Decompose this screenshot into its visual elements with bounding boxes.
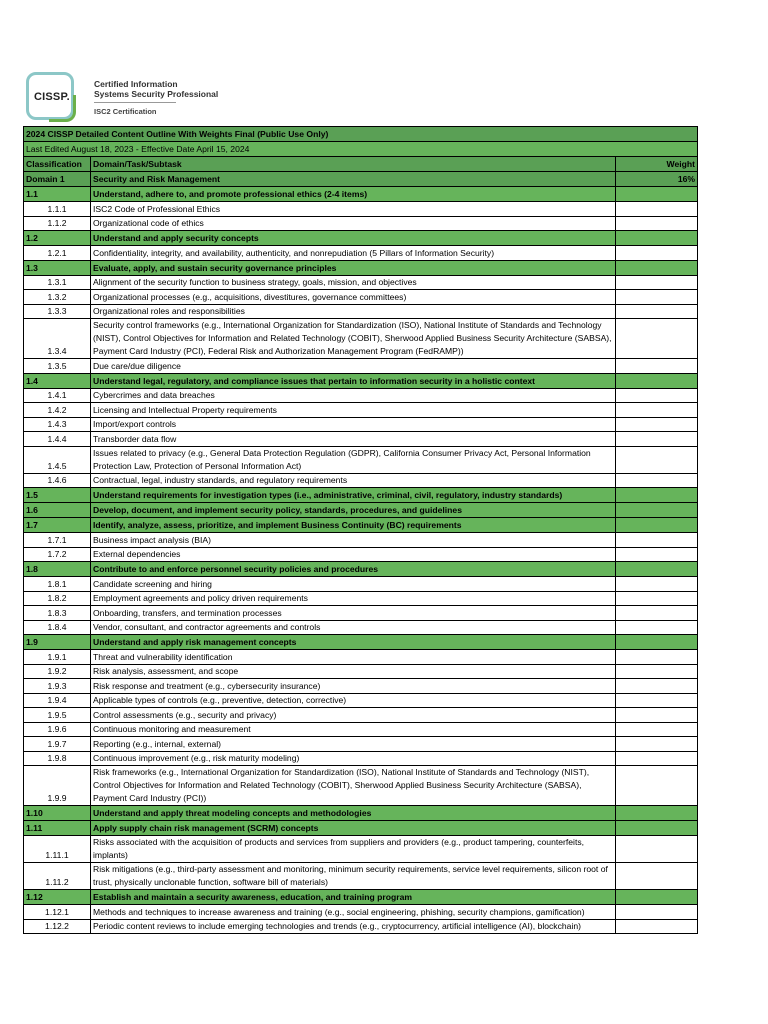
subtask-row <box>24 290 698 305</box>
task-row <box>24 518 698 533</box>
task-text: Understand and apply security concepts <box>91 231 616 246</box>
weight-cell <box>616 863 698 890</box>
subtask-id: 1.11.1 <box>24 836 91 863</box>
subtask-text: Risk mitigations (e.g., third-party assessment and monitoring, minimum security requirements, service level requirements, silicon root of trust, physically unclonable function, software bill of materials) <box>91 863 616 890</box>
subtask-row <box>24 577 698 592</box>
task-text: Understand requirements for investigation types (i.e., administrative, criminal, civil, regulatory, industry standards) <box>91 488 616 503</box>
task-row <box>24 890 698 905</box>
subtask-id: 1.3.1 <box>24 275 91 290</box>
subtask-id: 1.9.7 <box>24 737 91 752</box>
subtask-id: 1.8.1 <box>24 577 91 592</box>
subtask-id: 1.9.2 <box>24 664 91 679</box>
task-text: Understand, adhere to, and promote professional ethics (2-4 items) <box>91 187 616 202</box>
subtask-text: Continuous monitoring and measurement <box>91 722 616 737</box>
weight-cell <box>616 836 698 863</box>
title-row <box>24 127 698 142</box>
weight-cell <box>616 432 698 447</box>
task-id: 1.2 <box>24 231 91 246</box>
subtask-text: Employment agreements and policy driven requirements <box>91 591 616 606</box>
subtask-id: 1.7.1 <box>24 533 91 548</box>
task-id: 1.8 <box>24 562 91 577</box>
task-id: 1.6 <box>24 503 91 518</box>
subtask-id: 1.9.4 <box>24 693 91 708</box>
subtask-text: Vendor, consultant, and contractor agreements and controls <box>91 620 616 635</box>
subtask-row <box>24 591 698 606</box>
weight-cell <box>616 518 698 533</box>
content-outline-table <box>23 126 698 934</box>
subtask-row <box>24 836 698 863</box>
subtask-text: External dependencies <box>91 547 616 562</box>
subtask-row <box>24 919 698 934</box>
task-id: 1.5 <box>24 488 91 503</box>
task-text: Contribute to and enforce personnel security policies and procedures <box>91 562 616 577</box>
subtask-row <box>24 275 698 290</box>
subtask-text: Business impact analysis (BIA) <box>91 533 616 548</box>
domain-name: Security and Risk Management <box>91 172 616 187</box>
subtask-row <box>24 708 698 723</box>
subtask-text: Cybercrimes and data breaches <box>91 388 616 403</box>
subtask-id: 1.3.4 <box>24 319 91 359</box>
weight-cell <box>616 821 698 836</box>
weight-cell <box>616 635 698 650</box>
task-id: 1.10 <box>24 806 91 821</box>
subtask-row <box>24 722 698 737</box>
subtask-text: Due care/due diligence <box>91 359 616 374</box>
weight-cell <box>616 473 698 488</box>
weight-cell <box>616 304 698 319</box>
subtask-row <box>24 216 698 231</box>
subtask-id: 1.4.2 <box>24 403 91 418</box>
weight-cell <box>616 446 698 473</box>
weight-cell <box>616 216 698 231</box>
weight-cell <box>616 806 698 821</box>
weight-cell <box>616 766 698 806</box>
task-text: Develop, document, and implement security policy, standards, procedures, and guidelines <box>91 503 616 518</box>
subtask-row <box>24 693 698 708</box>
task-text: Establish and maintain a security awareness, education, and training program <box>91 890 616 905</box>
subtask-row <box>24 620 698 635</box>
subtask-text: ISC2 Code of Professional Ethics <box>91 202 616 217</box>
weight-cell <box>616 290 698 305</box>
subtask-id: 1.4.1 <box>24 388 91 403</box>
subtask-row <box>24 533 698 548</box>
subtask-row <box>24 737 698 752</box>
subtask-text: Import/export controls <box>91 417 616 432</box>
subtask-text: Risk response and treatment (e.g., cybersecurity insurance) <box>91 679 616 694</box>
col-domain-task: Domain/Task/Subtask <box>91 157 616 172</box>
weight-cell <box>616 202 698 217</box>
task-row <box>24 503 698 518</box>
weight-cell <box>616 417 698 432</box>
subtask-id: 1.9.6 <box>24 722 91 737</box>
subtask-id: 1.3.3 <box>24 304 91 319</box>
subtask-text: Contractual, legal, industry standards, and regulatory requirements <box>91 473 616 488</box>
task-id: 1.4 <box>24 373 91 388</box>
logo-cert: ISC2 Certification <box>94 107 157 116</box>
subtask-row <box>24 202 698 217</box>
subtask-row <box>24 905 698 920</box>
weight-cell <box>616 319 698 359</box>
weight-cell <box>616 591 698 606</box>
subtask-id: 1.8.2 <box>24 591 91 606</box>
subtask-id: 1.9.3 <box>24 679 91 694</box>
subtask-text: Periodic content reviews to include emerging technologies and trends (e.g., cryptocurrency, artificial intelligence (AI), blockchain) <box>91 919 616 934</box>
edited-row <box>24 142 698 157</box>
subtask-id: 1.9.9 <box>24 766 91 806</box>
task-id: 1.1 <box>24 187 91 202</box>
weight-cell <box>616 890 698 905</box>
weight-cell <box>616 260 698 275</box>
weight-cell <box>616 577 698 592</box>
logo-line1: Certified Information <box>94 79 178 89</box>
weight-cell <box>616 231 698 246</box>
subtask-id: 1.12.1 <box>24 905 91 920</box>
weight-cell <box>616 606 698 621</box>
col-classification: Classification <box>24 157 91 172</box>
weight-cell <box>616 679 698 694</box>
weight-cell <box>616 722 698 737</box>
weight-cell <box>616 905 698 920</box>
subtask-text: Risk frameworks (e.g., International Organization for Standardization (ISO), National Institute of Standards and Technology (NIST), Control Objectives for Information and Related Technology (COBIT), Sherwood Applied Business Security Architecture (SABSA), Payment Card Industry (PCI)) <box>91 766 616 806</box>
subtask-id: 1.8.3 <box>24 606 91 621</box>
subtask-row <box>24 359 698 374</box>
weight-cell <box>616 403 698 418</box>
subtask-id: 1.12.2 <box>24 919 91 934</box>
subtask-text: Risk analysis, assessment, and scope <box>91 664 616 679</box>
subtask-id: 1.4.5 <box>24 446 91 473</box>
subtask-text: Risks associated with the acquisition of products and services from suppliers and providers (e.g., product tampering, counterfeits, implants) <box>91 836 616 863</box>
subtask-row <box>24 751 698 766</box>
subtask-text: Organizational roles and responsibilities <box>91 304 616 319</box>
weight-cell <box>616 187 698 202</box>
task-row <box>24 187 698 202</box>
weight-cell <box>616 737 698 752</box>
subtask-id: 1.1.1 <box>24 202 91 217</box>
subtask-row <box>24 246 698 261</box>
subtask-text: Licensing and Intellectual Property requirements <box>91 403 616 418</box>
weight-cell <box>616 359 698 374</box>
subtask-text: Reporting (e.g., internal, external) <box>91 737 616 752</box>
subtask-id: 1.4.3 <box>24 417 91 432</box>
weight-cell <box>616 751 698 766</box>
subtask-row <box>24 446 698 473</box>
task-text: Apply supply chain risk management (SCRM) concepts <box>91 821 616 836</box>
weight-cell <box>616 388 698 403</box>
task-text: Evaluate, apply, and sustain security governance principles <box>91 260 616 275</box>
cissp-logo <box>26 72 226 122</box>
subtask-row <box>24 403 698 418</box>
subtask-id: 1.8.4 <box>24 620 91 635</box>
subtask-row <box>24 679 698 694</box>
task-text: Understand legal, regulatory, and compliance issues that pertain to information security in a holistic context <box>91 373 616 388</box>
weight-cell <box>616 693 698 708</box>
task-id: 1.11 <box>24 821 91 836</box>
subtask-id: 1.9.5 <box>24 708 91 723</box>
subtask-id: 1.9.1 <box>24 650 91 665</box>
subtask-text: Continuous improvement (e.g., risk maturity modeling) <box>91 751 616 766</box>
subtask-text: Alignment of the security function to business strategy, goals, mission, and objectives <box>91 275 616 290</box>
subtask-id: 1.4.4 <box>24 432 91 447</box>
logo-line2: Systems Security Professional <box>94 89 219 99</box>
task-id: 1.3 <box>24 260 91 275</box>
task-row <box>24 488 698 503</box>
subtask-row <box>24 766 698 806</box>
subtask-row <box>24 388 698 403</box>
subtask-text: Confidentiality, integrity, and availability, authenticity, and nonrepudiation (5 Pillars of Information Security) <box>91 246 616 261</box>
task-row <box>24 821 698 836</box>
task-id: 1.7 <box>24 518 91 533</box>
task-text: Identify, analyze, assess, prioritize, and implement Business Continuity (BC) requirements <box>91 518 616 533</box>
weight-cell <box>616 562 698 577</box>
task-row <box>24 635 698 650</box>
subtask-text: Control assessments (e.g., security and privacy) <box>91 708 616 723</box>
subtask-text: Organizational processes (e.g., acquisitions, divestitures, governance committees) <box>91 290 616 305</box>
subtask-text: Threat and vulnerability identification <box>91 650 616 665</box>
task-row <box>24 806 698 821</box>
subtask-row <box>24 547 698 562</box>
weight-cell <box>616 373 698 388</box>
subtask-row <box>24 473 698 488</box>
subtask-text: Applicable types of controls (e.g., preventive, detection, corrective) <box>91 693 616 708</box>
outline-title: 2024 CISSP Detailed Content Outline With Weights Final (Public Use Only) <box>24 127 698 142</box>
task-id: 1.9 <box>24 635 91 650</box>
task-text: Understand and apply threat modeling concepts and methodologies <box>91 806 616 821</box>
weight-cell <box>616 533 698 548</box>
weight-cell <box>616 708 698 723</box>
weight-cell <box>616 650 698 665</box>
weight-cell <box>616 664 698 679</box>
task-row <box>24 260 698 275</box>
column-header-row <box>24 157 698 172</box>
subtask-id: 1.9.8 <box>24 751 91 766</box>
subtask-id: 1.3.5 <box>24 359 91 374</box>
domain-weight: 16% <box>616 172 698 187</box>
task-row <box>24 231 698 246</box>
subtask-text: Security control frameworks (e.g., International Organization for Standardization (ISO), National Institute of Standards and Technology (NIST), Control Objectives for Information and Related Technology (COBIT), Sherwood Applied Business Security Architecture (SABSA), Payment Card Industry (PCI), Federal Risk and Authorization Management Program (FedRAMP)) <box>91 319 616 359</box>
task-id: 1.12 <box>24 890 91 905</box>
subtask-id: 1.11.2 <box>24 863 91 890</box>
logo-mark-text: CISSP. <box>34 91 70 103</box>
subtask-row <box>24 417 698 432</box>
subtask-id: 1.2.1 <box>24 246 91 261</box>
subtask-row <box>24 432 698 447</box>
subtask-text: Issues related to privacy (e.g., General Data Protection Regulation (GDPR), California Consumer Privacy Act, Personal Information Protection Law, Protection of Personal Information Act) <box>91 446 616 473</box>
subtask-row <box>24 863 698 890</box>
task-text: Understand and apply risk management concepts <box>91 635 616 650</box>
edited-date: Last Edited August 18, 2023 - Effective Date April 15, 2024 <box>24 142 698 157</box>
domain-row <box>24 172 698 187</box>
subtask-id: 1.3.2 <box>24 290 91 305</box>
weight-cell <box>616 488 698 503</box>
subtask-row <box>24 319 698 359</box>
logo-divider <box>94 102 176 103</box>
weight-cell <box>616 246 698 261</box>
task-row <box>24 373 698 388</box>
weight-cell <box>616 620 698 635</box>
subtask-id: 1.4.6 <box>24 473 91 488</box>
subtask-row <box>24 664 698 679</box>
subtask-text: Methods and techniques to increase awareness and training (e.g., social engineering, phishing, security champions, gamification) <box>91 905 616 920</box>
subtask-id: 1.7.2 <box>24 547 91 562</box>
subtask-text: Transborder data flow <box>91 432 616 447</box>
domain-id: Domain 1 <box>24 172 91 187</box>
weight-cell <box>616 547 698 562</box>
weight-cell <box>616 503 698 518</box>
weight-cell <box>616 919 698 934</box>
subtask-text: Candidate screening and hiring <box>91 577 616 592</box>
weight-cell <box>616 275 698 290</box>
subtask-text: Onboarding, transfers, and termination processes <box>91 606 616 621</box>
subtask-row <box>24 606 698 621</box>
subtask-row <box>24 304 698 319</box>
subtask-id: 1.1.2 <box>24 216 91 231</box>
subtask-row <box>24 650 698 665</box>
col-weight: Weight <box>616 157 698 172</box>
task-row <box>24 562 698 577</box>
subtask-text: Organizational code of ethics <box>91 216 616 231</box>
